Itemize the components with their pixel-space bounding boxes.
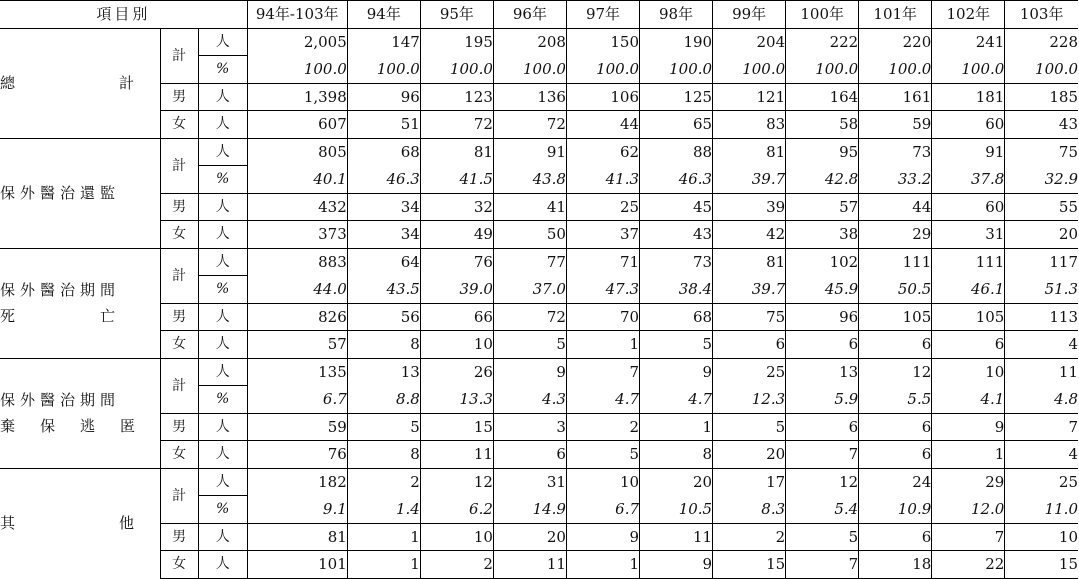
table-row — [0, 551, 1078, 579]
percent-cell: 100.0 — [247, 56, 347, 84]
unit-label: 人 — [198, 413, 247, 441]
subgroup-female: 女 — [160, 221, 198, 249]
category-label-char: 計 — [118, 74, 134, 92]
percent-cell: 51.3 — [1005, 276, 1078, 304]
value-cell: 11 — [640, 523, 713, 551]
table-row — [0, 441, 1078, 469]
percent-cell: 33.2 — [859, 166, 932, 194]
value-cell: 65 — [640, 111, 713, 139]
percent-cell: 40.1 — [247, 166, 347, 194]
value-cell: 121 — [713, 83, 786, 111]
value-cell: 1 — [347, 523, 420, 551]
unit-label: % — [198, 496, 247, 524]
value-cell: 60 — [932, 193, 1005, 221]
year-header: 94年 — [347, 1, 420, 29]
value-cell: 2 — [566, 413, 639, 441]
value-cell: 805 — [247, 138, 347, 166]
subgroup-total: 計 — [160, 358, 198, 413]
value-cell: 5 — [640, 331, 713, 359]
value-cell: 9 — [640, 358, 713, 386]
value-cell: 182 — [247, 468, 347, 496]
value-cell: 55 — [1005, 193, 1078, 221]
subgroup-total: 計 — [160, 138, 198, 193]
unit-label: 人 — [198, 551, 247, 579]
percent-cell: 4.8 — [1005, 386, 1078, 414]
value-cell: 102 — [786, 248, 859, 276]
percent-cell: 38.4 — [640, 276, 713, 304]
value-cell: 8 — [640, 441, 713, 469]
unit-label: 人 — [198, 111, 247, 139]
value-cell: 71 — [566, 248, 639, 276]
percent-cell: 44.0 — [247, 276, 347, 304]
table-row — [0, 83, 1078, 111]
value-cell: 12 — [859, 358, 932, 386]
category-label-line: 保外醫治期間 — [0, 391, 121, 409]
value-cell: 1 — [932, 441, 1005, 469]
value-cell: 5 — [347, 413, 420, 441]
value-cell: 73 — [640, 248, 713, 276]
value-cell: 95 — [786, 138, 859, 166]
unit-label: 人 — [198, 358, 247, 386]
value-cell: 8 — [347, 331, 420, 359]
unit-label: 人 — [198, 331, 247, 359]
value-cell: 49 — [420, 221, 493, 249]
percent-cell: 6.7 — [566, 496, 639, 524]
value-cell: 15 — [420, 413, 493, 441]
value-cell: 25 — [713, 358, 786, 386]
value-cell: 6 — [786, 331, 859, 359]
category-label-line: 棄 保 逃 匿 — [0, 417, 141, 435]
value-cell: 68 — [640, 303, 713, 331]
value-cell: 9 — [493, 358, 566, 386]
value-cell: 826 — [247, 303, 347, 331]
value-cell: 64 — [347, 248, 420, 276]
value-cell: 150 — [566, 28, 639, 56]
unit-label: 人 — [198, 303, 247, 331]
percent-cell: 13.3 — [420, 386, 493, 414]
percent-cell: 47.3 — [566, 276, 639, 304]
value-cell: 1 — [347, 551, 420, 579]
value-cell: 105 — [932, 303, 1005, 331]
percent-cell: 32.9 — [1005, 166, 1078, 194]
value-cell: 15 — [1005, 551, 1078, 579]
value-cell: 6 — [859, 523, 932, 551]
value-cell: 72 — [420, 111, 493, 139]
value-cell: 123 — [420, 83, 493, 111]
value-cell: 9 — [566, 523, 639, 551]
value-cell: 1 — [640, 413, 713, 441]
unit-label: % — [198, 276, 247, 304]
table-row — [0, 468, 1078, 496]
value-cell: 5 — [493, 331, 566, 359]
percent-cell: 10.5 — [640, 496, 713, 524]
percent-cell: 42.8 — [786, 166, 859, 194]
value-cell: 161 — [859, 83, 932, 111]
percent-cell: 6.2 — [420, 496, 493, 524]
value-cell: 208 — [493, 28, 566, 56]
value-cell: 29 — [859, 221, 932, 249]
unit-label: 人 — [198, 221, 247, 249]
percent-cell: 5.4 — [786, 496, 859, 524]
value-cell: 113 — [1005, 303, 1078, 331]
value-cell: 125 — [640, 83, 713, 111]
table-row — [0, 193, 1078, 221]
value-cell: 75 — [1005, 138, 1078, 166]
percent-cell: 39.0 — [420, 276, 493, 304]
value-cell: 60 — [932, 111, 1005, 139]
value-cell: 10 — [420, 523, 493, 551]
value-cell: 42 — [713, 221, 786, 249]
value-cell: 106 — [566, 83, 639, 111]
value-cell: 2 — [713, 523, 786, 551]
percent-cell: 41.5 — [420, 166, 493, 194]
table-row — [0, 303, 1078, 331]
value-cell: 70 — [566, 303, 639, 331]
table-row — [0, 248, 1078, 276]
unit-label: 人 — [198, 523, 247, 551]
value-cell: 241 — [932, 28, 1005, 56]
value-cell: 81 — [420, 138, 493, 166]
year-header: 99年 — [713, 1, 786, 29]
value-cell: 12 — [786, 468, 859, 496]
value-cell: 190 — [640, 28, 713, 56]
category-label-line: 死 亡 — [0, 307, 121, 325]
value-cell: 1 — [566, 551, 639, 579]
table-row — [0, 28, 1078, 56]
value-cell: 39 — [713, 193, 786, 221]
percent-cell: 100.0 — [420, 56, 493, 84]
value-cell: 59 — [247, 413, 347, 441]
value-cell: 7 — [786, 441, 859, 469]
subgroup-male: 男 — [160, 413, 198, 441]
value-cell: 76 — [420, 248, 493, 276]
percent-cell: 4.7 — [566, 386, 639, 414]
value-cell: 20 — [493, 523, 566, 551]
percent-cell: 4.3 — [493, 386, 566, 414]
value-cell: 11 — [493, 551, 566, 579]
percent-cell: 10.9 — [859, 496, 932, 524]
value-cell: 432 — [247, 193, 347, 221]
value-cell: 38 — [786, 221, 859, 249]
value-cell: 4 — [1005, 331, 1078, 359]
value-cell: 50 — [493, 221, 566, 249]
percent-cell: 100.0 — [786, 56, 859, 84]
value-cell: 7 — [786, 551, 859, 579]
percent-cell: 100.0 — [859, 56, 932, 84]
value-cell: 29 — [932, 468, 1005, 496]
value-cell: 8 — [347, 441, 420, 469]
value-cell: 25 — [566, 193, 639, 221]
percent-cell: 6.7 — [247, 386, 347, 414]
year-header: 96年 — [493, 1, 566, 29]
percent-cell: 11.0 — [1005, 496, 1078, 524]
value-cell: 66 — [420, 303, 493, 331]
value-cell: 7 — [1005, 413, 1078, 441]
value-cell: 105 — [859, 303, 932, 331]
category-label-line: 保外醫治還監 — [0, 184, 121, 202]
year-header: 103年 — [1005, 1, 1078, 29]
value-cell: 96 — [347, 83, 420, 111]
value-cell: 72 — [493, 303, 566, 331]
value-cell: 7 — [932, 523, 1005, 551]
value-cell: 607 — [247, 111, 347, 139]
percent-cell: 41.3 — [566, 166, 639, 194]
value-cell: 96 — [786, 303, 859, 331]
value-cell: 20 — [640, 468, 713, 496]
value-cell: 164 — [786, 83, 859, 111]
percent-cell: 39.7 — [713, 166, 786, 194]
value-cell: 13 — [347, 358, 420, 386]
subgroup-female: 女 — [160, 441, 198, 469]
value-cell: 37 — [566, 221, 639, 249]
value-cell: 57 — [247, 331, 347, 359]
percent-cell: 8.8 — [347, 386, 420, 414]
value-cell: 13 — [786, 358, 859, 386]
percent-cell: 45.9 — [786, 276, 859, 304]
value-cell: 34 — [347, 221, 420, 249]
value-cell: 6 — [859, 331, 932, 359]
subgroup-male: 男 — [160, 83, 198, 111]
value-cell: 56 — [347, 303, 420, 331]
value-cell: 32 — [420, 193, 493, 221]
value-cell: 20 — [713, 441, 786, 469]
subgroup-total: 計 — [160, 468, 198, 523]
value-cell: 75 — [713, 303, 786, 331]
percent-cell: 46.3 — [640, 166, 713, 194]
value-cell: 77 — [493, 248, 566, 276]
unit-label: 人 — [198, 83, 247, 111]
value-cell: 111 — [932, 248, 1005, 276]
percent-cell: 50.5 — [859, 276, 932, 304]
category-label-char: 總 — [0, 74, 16, 92]
unit-label: 人 — [198, 248, 247, 276]
percent-cell: 12.3 — [713, 386, 786, 414]
value-cell: 6 — [859, 413, 932, 441]
year-header: 95年 — [420, 1, 493, 29]
value-cell: 5 — [566, 441, 639, 469]
value-cell: 136 — [493, 83, 566, 111]
value-cell: 2 — [347, 468, 420, 496]
value-cell: 2,005 — [247, 28, 347, 56]
value-cell: 117 — [1005, 248, 1078, 276]
year-header: 101年 — [859, 1, 932, 29]
percent-cell: 100.0 — [566, 56, 639, 84]
percent-cell: 39.7 — [713, 276, 786, 304]
value-cell: 101 — [247, 551, 347, 579]
value-cell: 11 — [1005, 358, 1078, 386]
percent-cell: 100.0 — [713, 56, 786, 84]
percent-cell: 9.1 — [247, 496, 347, 524]
value-cell: 88 — [640, 138, 713, 166]
percent-cell: 37.8 — [932, 166, 1005, 194]
value-cell: 15 — [713, 551, 786, 579]
value-cell: 73 — [859, 138, 932, 166]
value-cell: 62 — [566, 138, 639, 166]
value-cell: 10 — [1005, 523, 1078, 551]
category-label — [0, 358, 160, 468]
percent-cell: 5.9 — [786, 386, 859, 414]
value-cell: 6 — [859, 441, 932, 469]
value-cell: 72 — [493, 111, 566, 139]
table-row — [0, 111, 1078, 139]
percent-cell: 100.0 — [493, 56, 566, 84]
value-cell: 181 — [932, 83, 1005, 111]
value-cell: 34 — [347, 193, 420, 221]
value-cell: 6 — [713, 331, 786, 359]
value-cell: 10 — [932, 358, 1005, 386]
year-header: 94年-103年 — [247, 1, 347, 29]
category-label-line: 保外醫治期間 — [0, 281, 121, 299]
table-row — [0, 138, 1078, 166]
percent-cell: 43.5 — [347, 276, 420, 304]
percent-cell: 100.0 — [347, 56, 420, 84]
table-row — [0, 523, 1078, 551]
value-cell: 11 — [420, 441, 493, 469]
value-cell: 41 — [493, 193, 566, 221]
value-cell: 10 — [420, 331, 493, 359]
value-cell: 9 — [932, 413, 1005, 441]
value-cell: 12 — [420, 468, 493, 496]
percent-cell: 5.5 — [859, 386, 932, 414]
value-cell: 58 — [786, 111, 859, 139]
header-row — [0, 1, 1078, 29]
percent-cell: 12.0 — [932, 496, 1005, 524]
percent-cell: 4.7 — [640, 386, 713, 414]
value-cell: 44 — [566, 111, 639, 139]
subgroup-male: 男 — [160, 193, 198, 221]
percent-cell: 100.0 — [640, 56, 713, 84]
value-cell: 883 — [247, 248, 347, 276]
unit-label: 人 — [198, 28, 247, 56]
table-row — [0, 331, 1078, 359]
value-cell: 1 — [566, 331, 639, 359]
unit-label: 人 — [198, 138, 247, 166]
value-cell: 147 — [347, 28, 420, 56]
value-cell: 6 — [786, 413, 859, 441]
unit-label: 人 — [198, 468, 247, 496]
category-label-char: 他 — [118, 514, 134, 533]
category-label — [0, 138, 160, 248]
category-label — [0, 468, 160, 578]
value-cell: 135 — [247, 358, 347, 386]
value-cell: 7 — [566, 358, 639, 386]
subgroup-male: 男 — [160, 303, 198, 331]
value-cell: 24 — [859, 468, 932, 496]
subgroup-female: 女 — [160, 111, 198, 139]
year-header: 97年 — [566, 1, 639, 29]
category-label — [0, 28, 160, 138]
value-cell: 91 — [493, 138, 566, 166]
percent-cell: 100.0 — [932, 56, 1005, 84]
value-cell: 4 — [1005, 441, 1078, 469]
unit-label: % — [198, 56, 247, 84]
value-cell: 81 — [713, 138, 786, 166]
percent-cell: 14.9 — [493, 496, 566, 524]
table-body — [0, 28, 1078, 578]
percent-cell: 37.0 — [493, 276, 566, 304]
unit-label: 人 — [198, 193, 247, 221]
subgroup-total: 計 — [160, 28, 198, 83]
category-label — [0, 248, 160, 358]
percent-cell: 100.0 — [1005, 56, 1078, 84]
unit-label: % — [198, 166, 247, 194]
value-cell: 228 — [1005, 28, 1078, 56]
value-cell: 20 — [1005, 221, 1078, 249]
category-label-char: 其 — [0, 514, 16, 533]
percent-cell: 4.1 — [932, 386, 1005, 414]
value-cell: 111 — [859, 248, 932, 276]
value-cell: 51 — [347, 111, 420, 139]
year-header: 100年 — [786, 1, 859, 29]
percent-cell: 8.3 — [713, 496, 786, 524]
value-cell: 5 — [713, 413, 786, 441]
table-row — [0, 413, 1078, 441]
value-cell: 9 — [640, 551, 713, 579]
value-cell: 17 — [713, 468, 786, 496]
percent-cell: 1.4 — [347, 496, 420, 524]
subgroup-female: 女 — [160, 551, 198, 579]
value-cell: 59 — [859, 111, 932, 139]
value-cell: 10 — [566, 468, 639, 496]
value-cell: 18 — [859, 551, 932, 579]
value-cell: 76 — [247, 441, 347, 469]
unit-label: % — [198, 386, 247, 414]
value-cell: 68 — [347, 138, 420, 166]
percent-cell: 46.1 — [932, 276, 1005, 304]
year-header: 102年 — [932, 1, 1005, 29]
value-cell: 43 — [640, 221, 713, 249]
value-cell: 31 — [932, 221, 1005, 249]
table-row — [0, 221, 1078, 249]
value-cell: 373 — [247, 221, 347, 249]
value-cell: 31 — [493, 468, 566, 496]
percent-cell: 43.8 — [493, 166, 566, 194]
value-cell: 222 — [786, 28, 859, 56]
value-cell: 43 — [1005, 111, 1078, 139]
value-cell: 204 — [713, 28, 786, 56]
value-cell: 6 — [493, 441, 566, 469]
value-cell: 1,398 — [247, 83, 347, 111]
item-header: 項目別 — [0, 1, 247, 29]
value-cell: 185 — [1005, 83, 1078, 111]
value-cell: 26 — [420, 358, 493, 386]
value-cell: 220 — [859, 28, 932, 56]
value-cell: 91 — [932, 138, 1005, 166]
value-cell: 3 — [493, 413, 566, 441]
subgroup-female: 女 — [160, 331, 198, 359]
value-cell: 2 — [420, 551, 493, 579]
value-cell: 57 — [786, 193, 859, 221]
percent-cell: 46.3 — [347, 166, 420, 194]
table-row — [0, 358, 1078, 386]
subgroup-total: 計 — [160, 248, 198, 303]
value-cell: 25 — [1005, 468, 1078, 496]
unit-label: 人 — [198, 441, 247, 469]
value-cell: 45 — [640, 193, 713, 221]
subgroup-male: 男 — [160, 523, 198, 551]
value-cell: 195 — [420, 28, 493, 56]
value-cell: 22 — [932, 551, 1005, 579]
value-cell: 6 — [932, 331, 1005, 359]
value-cell: 44 — [859, 193, 932, 221]
value-cell: 81 — [247, 523, 347, 551]
value-cell: 5 — [786, 523, 859, 551]
value-cell: 83 — [713, 111, 786, 139]
year-header: 98年 — [640, 1, 713, 29]
value-cell: 81 — [713, 248, 786, 276]
